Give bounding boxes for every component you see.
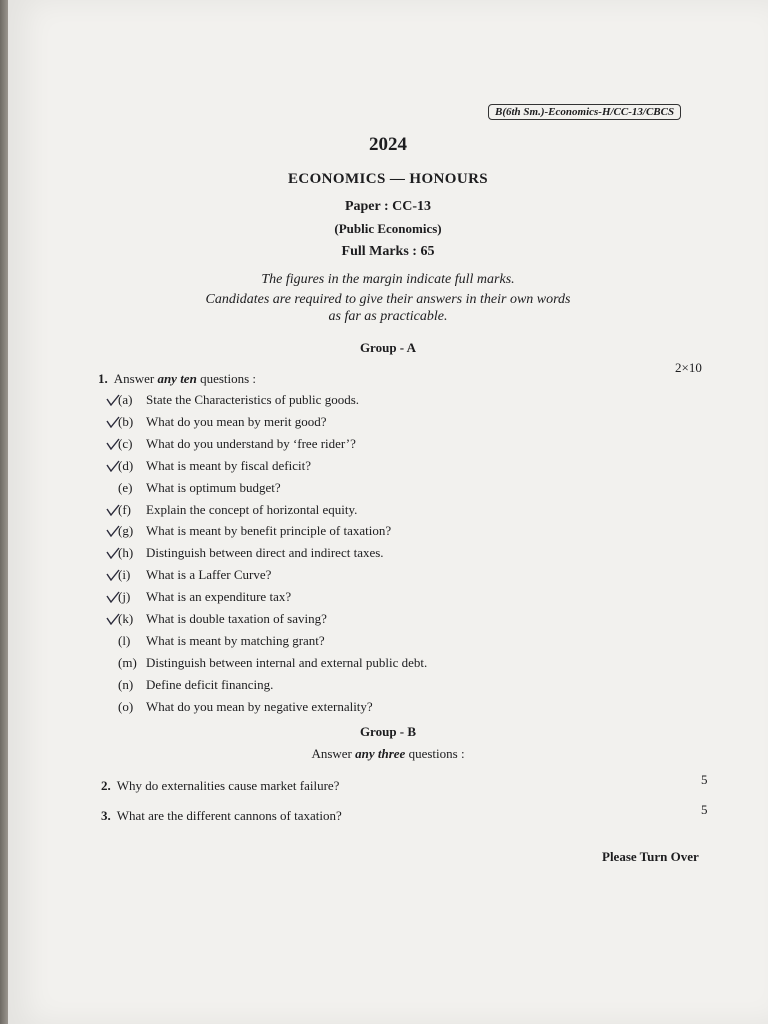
subquestion-label: (n) (118, 676, 134, 692)
subquestion-text: What is meant by matching grant? (146, 632, 325, 648)
subquestion-text: Define deficit financing. (146, 676, 274, 692)
subquestion-text: Distinguish between internal and external public debt. (146, 654, 428, 670)
subquestion-label: (g) (118, 523, 134, 539)
subquestion-item (118, 611, 327, 627)
subquestion-text: What is meant by benefit principle of taxation? (146, 523, 392, 539)
group-b-instruction-emphasis: any three (355, 746, 406, 761)
subquestion-item (118, 655, 427, 671)
subquestion-label: (o) (118, 698, 134, 714)
subquestion-item (118, 414, 327, 430)
handwritten-tick-icon (106, 460, 120, 472)
subquestion-item (118, 480, 281, 496)
instruction-note-2: Candidates are required to give their answers in their own words (205, 292, 571, 307)
question-number: 1. (98, 371, 108, 386)
subquestion-text: Distinguish between direct and indirect taxes. (146, 545, 384, 561)
subquestion-text: State the Characteristics of public goods. (146, 392, 360, 407)
subquestion-item (118, 458, 311, 474)
subquestion-item (118, 677, 273, 693)
question-number: 2. (101, 778, 111, 793)
exam-subject: ECONOMICS — HONOURS (287, 171, 489, 187)
instruction-note-3: as far as practicable. (328, 309, 448, 324)
question-2-text: Why do externalities cause market failure? (116, 778, 340, 793)
full-marks: Full Marks : 65 (341, 244, 435, 259)
subquestion-label: (l) (118, 632, 131, 648)
subquestion-label: (c) (118, 435, 133, 451)
subquestion-label: (j) (118, 589, 131, 605)
subquestion-text: What is a Laffer Curve? (146, 567, 272, 583)
subquestion-label: (e) (118, 479, 133, 495)
question-3-text: What are the different cannons of taxation? (116, 808, 342, 823)
question-3 (101, 808, 342, 824)
question-1-marks: 2×10 (675, 360, 702, 375)
subquestion-text: Explain the concept of horizontal equity. (146, 501, 358, 517)
handwritten-tick-icon (106, 394, 120, 406)
subquestion-item (118, 567, 271, 583)
subquestion-label: (b) (118, 413, 134, 429)
subquestion-item (118, 545, 384, 561)
subquestion-text: What is double taxation of saving? (146, 611, 327, 626)
handwritten-tick-icon (106, 613, 120, 625)
question-1 (98, 371, 256, 387)
paper-code-box: B(6th Sm.)-Economics-H/CC-13/CBCS (488, 104, 681, 120)
exam-year: 2024 (369, 134, 407, 155)
question-2 (101, 778, 339, 794)
paper-topic: (Public Economics) (334, 221, 442, 236)
question-number: 3. (101, 808, 111, 823)
subquestion-item (118, 699, 373, 715)
question-1-emphasis: any ten (157, 371, 197, 386)
question-2-marks: 5 (701, 772, 708, 787)
subquestion-label: (f) (118, 501, 131, 517)
instruction-note-1: The figures in the margin indicate full marks. (261, 272, 515, 287)
question-1-text-before: Answer (113, 371, 155, 386)
group-b-instruction-after: questions : (408, 746, 465, 761)
group-b-instruction (8, 746, 768, 762)
handwritten-tick-icon (106, 416, 120, 428)
exam-page (8, 0, 768, 1024)
subquestion-text: What is meant by fiscal deficit? (146, 457, 311, 473)
subquestion-item (118, 633, 325, 649)
subquestion-text: What do you mean by negative externality? (146, 698, 373, 714)
subquestion-item (118, 436, 356, 452)
subquestion-label: (m) (118, 654, 137, 670)
subquestion-item (118, 502, 357, 518)
handwritten-tick-icon (106, 547, 120, 559)
group-b-instruction-before: Answer (311, 746, 352, 761)
subquestion-text: What do you understand by ‘free rider’? (146, 435, 356, 451)
subquestion-label: (i) (118, 567, 131, 583)
subquestion-label: (d) (118, 457, 134, 473)
subquestion-label: (h) (118, 545, 134, 561)
question-3-marks: 5 (701, 802, 708, 817)
handwritten-tick-icon (106, 438, 120, 450)
subquestion-item (118, 589, 291, 605)
subquestion-item (118, 392, 359, 408)
subquestion-text: What do you mean by merit good? (146, 413, 327, 429)
subquestion-text: What is an expenditure tax? (146, 589, 292, 605)
handwritten-tick-icon (106, 525, 120, 537)
subquestion-label: (k) (118, 611, 134, 626)
subquestion-text: What is optimum budget? (146, 479, 281, 495)
handwritten-tick-icon (106, 569, 120, 581)
question-1-text-after: questions : (200, 371, 257, 386)
please-turn-over: Please Turn Over (602, 849, 699, 864)
group-a-title: Group - A (359, 340, 417, 355)
subquestion-label: (a) (118, 392, 133, 407)
handwritten-tick-icon (106, 504, 120, 516)
paper-number: Paper : CC-13 (344, 199, 432, 214)
group-b-title: Group - B (359, 724, 417, 739)
scan-left-edge (0, 0, 8, 1024)
subquestion-item (118, 523, 391, 539)
handwritten-tick-icon (106, 591, 120, 603)
